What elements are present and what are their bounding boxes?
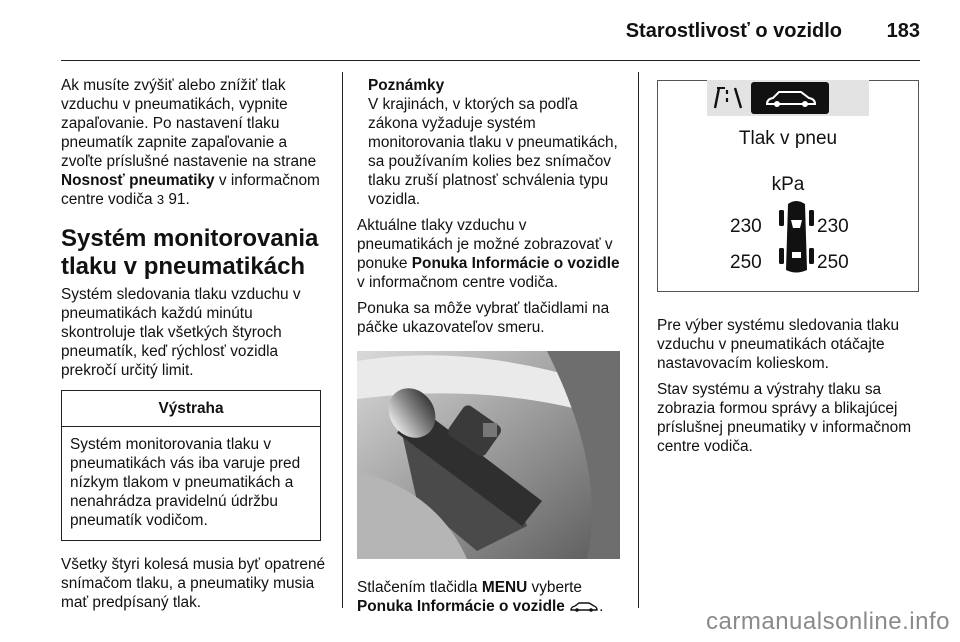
column-divider-2	[638, 72, 639, 608]
intro-tail: v informačnom centre vodiča	[61, 172, 320, 208]
rear-left-pressure: 250	[730, 252, 762, 273]
tpms-description: Systém sledovania tlaku vzduchu v pneumatikách každú minútu skontroluje tlak všetkých štyroch pneumatík, keď rýchlosť vozidla prekročí určitý limit.	[61, 286, 301, 379]
page-header	[0, 0, 960, 60]
note-block	[357, 76, 625, 209]
column-divider-1	[342, 72, 343, 608]
tire-pressure-display	[657, 80, 922, 292]
warning-text: Systém monitorovania tlaku v pneumatikách vás iba varuje pred nízkym tlakom v pneumatikách a nenahrádza pravidelnú údržbu pneumatík vodičom.	[70, 436, 301, 529]
menu-select-paragraph: Ponuka sa môže vybrať tlačidlami na páčke ukazovateľov smeru.	[357, 300, 610, 336]
section-heading: Systém monitorovania tlaku v pneumatikách	[61, 225, 319, 280]
display-unit: kPa	[771, 174, 805, 195]
sensor-paragraph: Všetky štyri kolesá musia byť opatrené snímačom tlaku, a pneumatiky musia mať predpísaný tlak.	[61, 556, 326, 611]
header-title: Starostlivosť o vozidlo	[625, 20, 842, 42]
turn-signal-lever-image	[357, 351, 625, 564]
rear-right-pressure: 250	[817, 252, 849, 273]
warning-title: Výstraha	[62, 391, 320, 427]
page-number: 183	[886, 20, 920, 42]
menu-button-label: MENU	[481, 579, 528, 596]
pressure-display-paragraph	[357, 216, 625, 292]
pressure-tail: v informačnom centre vodiča.	[357, 274, 559, 291]
menu-mid-text: vyberte	[527, 579, 582, 596]
column-2	[357, 76, 625, 625]
warning-box	[61, 390, 321, 541]
watermark: carmanualsonline.info	[706, 608, 950, 635]
note-text: V krajinách, v ktorých sa podľa zákona vyžaduje systém monitorovania tlaku v pneumatikách, sa používaním kolies bez snímačov tlaku zruší platnosť schválenia typu vozidla.	[368, 96, 618, 208]
note-title: Poznámky	[368, 77, 445, 94]
menu-end: .	[599, 598, 604, 615]
column-3	[657, 76, 922, 463]
menu-button-paragraph	[357, 578, 625, 618]
header-divider	[61, 60, 920, 61]
intro-paragraph	[61, 76, 326, 209]
menu-press-text: Stlačením tlačidla	[357, 579, 482, 596]
select-system-paragraph: Pre výber systému sledovania tlaku vzduchu v pneumatikách otáčajte nastavovacím kolieskom.	[657, 317, 900, 372]
front-right-pressure: 230	[817, 216, 849, 237]
car-icon-tab	[751, 82, 829, 114]
page-ref: 91.	[164, 191, 190, 208]
display-title: Tlak v pneu	[738, 128, 838, 149]
front-left-pressure: 230	[730, 216, 762, 237]
status-warning-paragraph: Stav systému a výstrahy tlaku sa zobrazia formou správy a blikajúcej príslušnej pneumatiky v informačnom centre vodiča.	[657, 381, 912, 455]
vehicle-info-menu-link-2: Ponuka Informácie o vozidle	[357, 598, 565, 615]
tire-load-link: Nosnosť pneumatiky	[61, 172, 215, 189]
column-1	[61, 76, 326, 619]
vehicle-info-menu-link: Ponuka Informácie o vozidle	[411, 255, 620, 272]
car-icon	[569, 599, 599, 618]
pressure-text: Aktuálne tlaky vzduchu v pneumatikách je možné zobrazovať v ponuke	[357, 217, 613, 272]
page-ref-icon: 3	[156, 192, 165, 207]
intro-text: Ak musíte zvýšiť alebo znížiť tlak vzduchu v pneumatikách, vypnite zapaľovanie. Po nastavení tlaku pneumatík zapnite zapaľovanie a zvoľte príslušné nastavenie na strane	[61, 77, 317, 170]
